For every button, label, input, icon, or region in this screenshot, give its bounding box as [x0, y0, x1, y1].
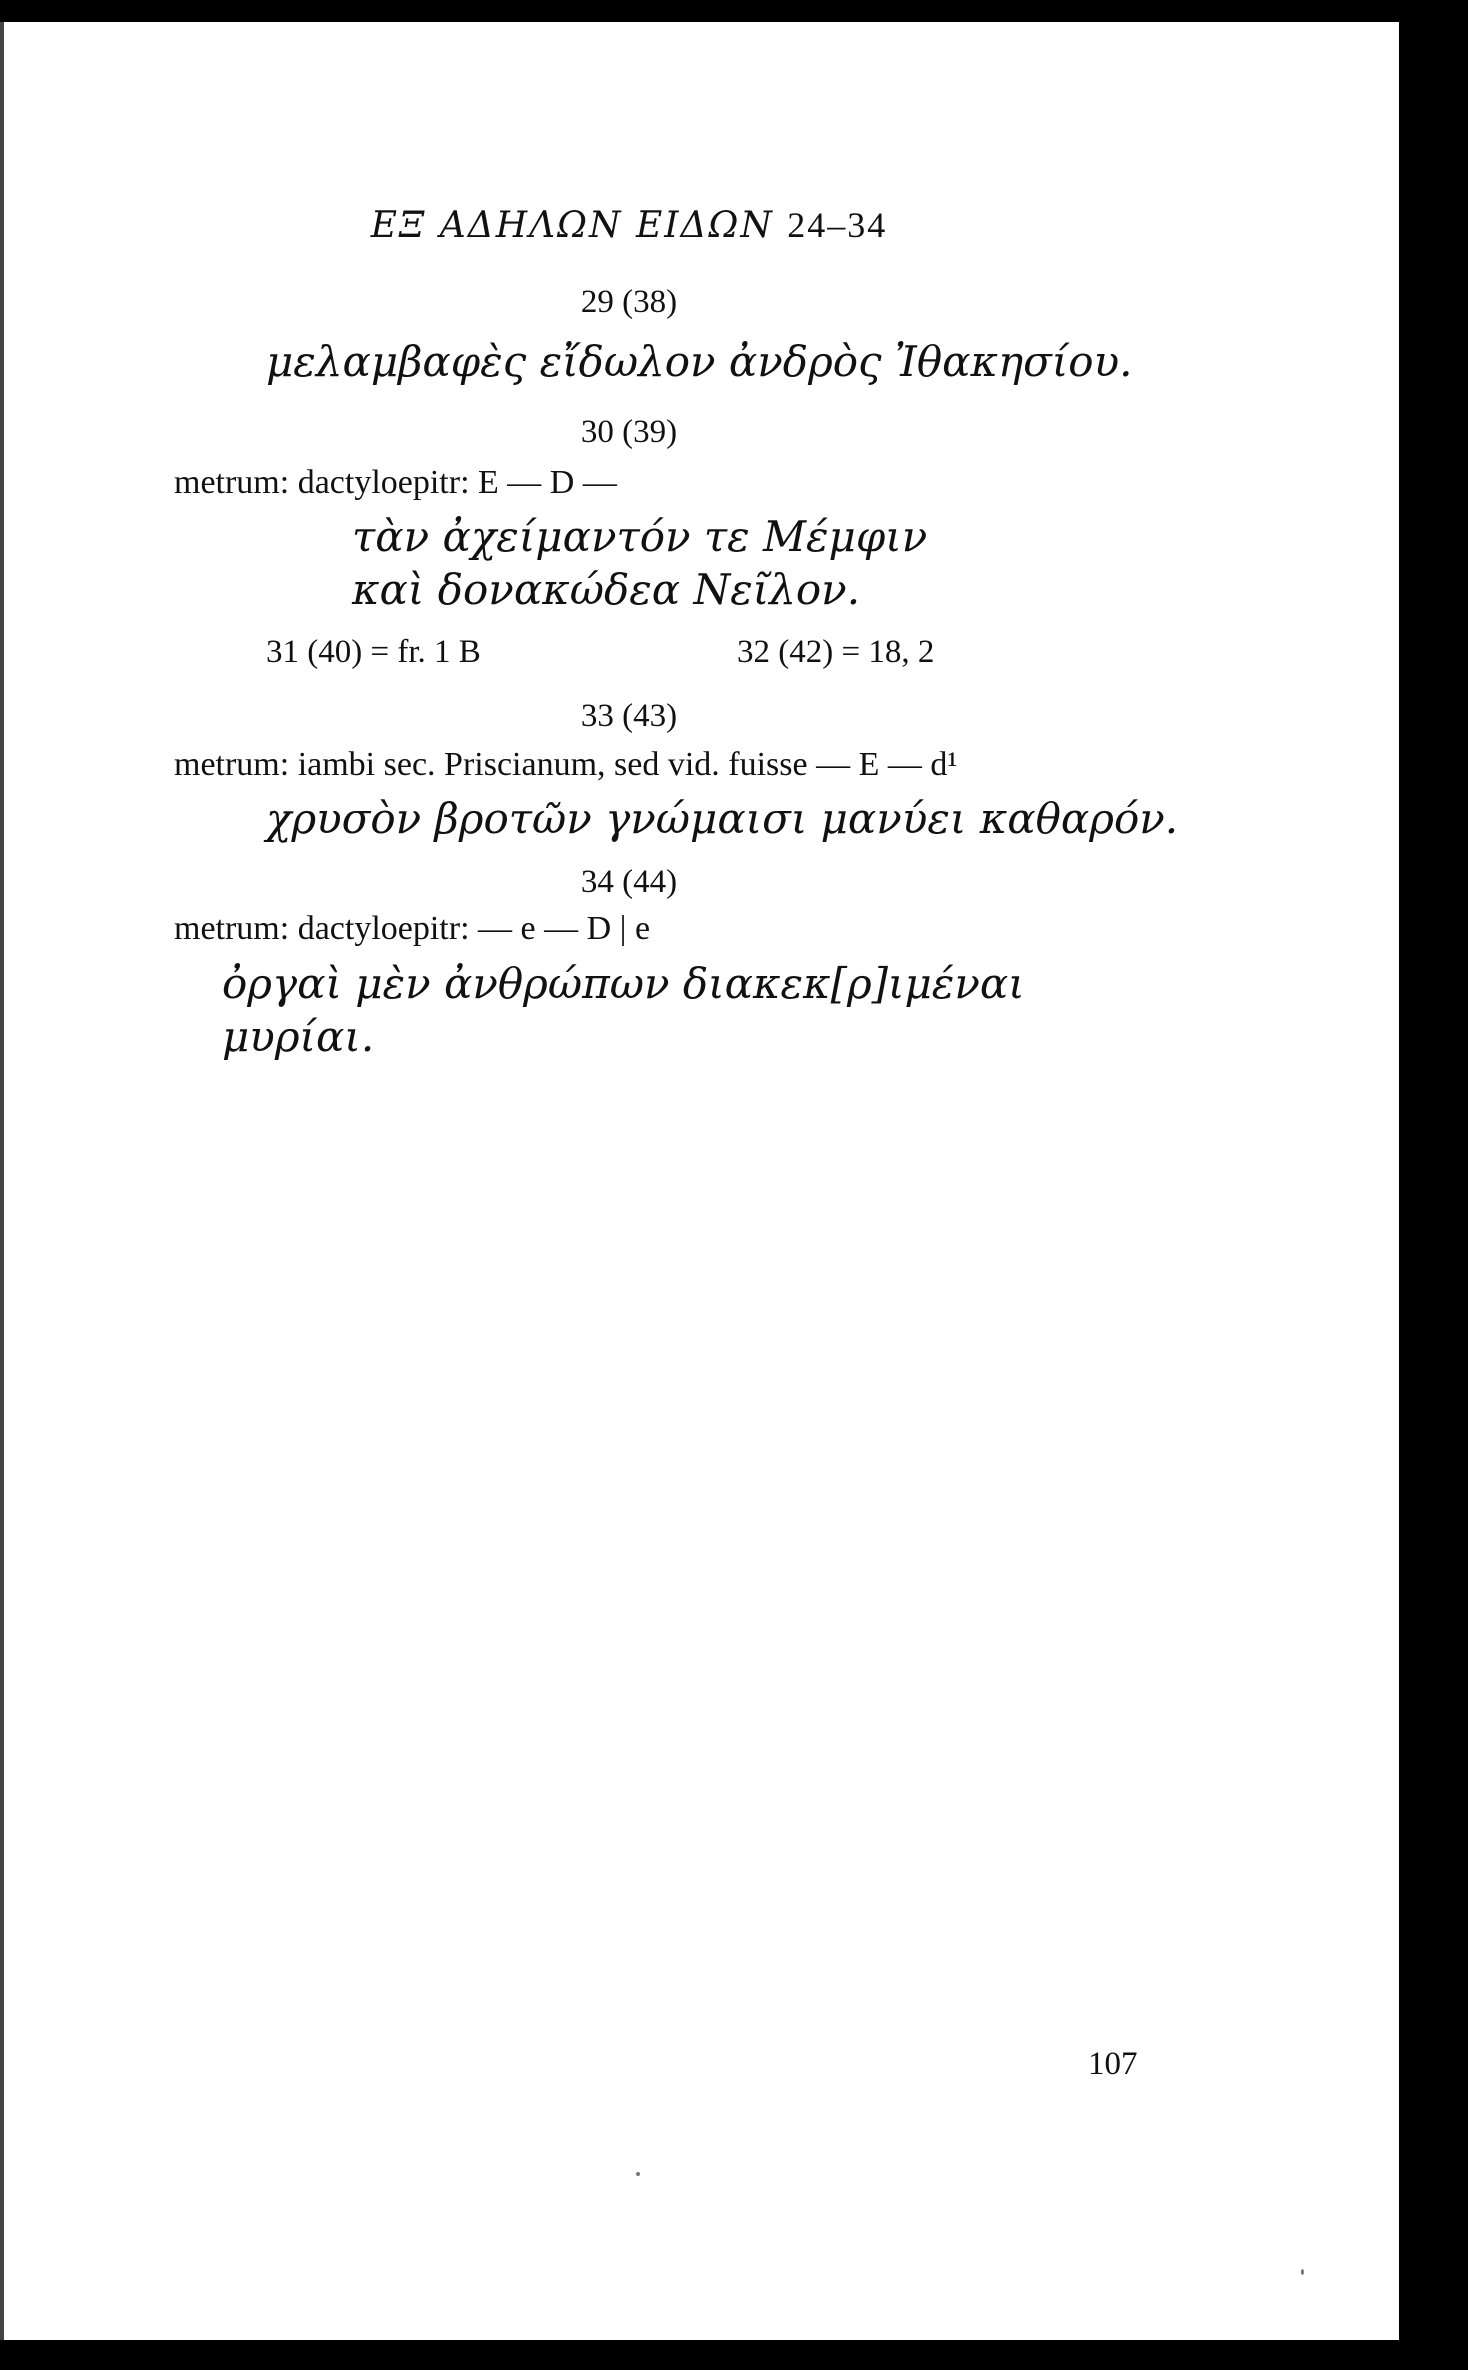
fragment-31-label: 31 (40) = fr. 1 B [266, 634, 481, 670]
page-number: 107 [1088, 2046, 1138, 2082]
running-header [4, 204, 1254, 246]
fragment-32-label: 32 (42) = 18, 2 [737, 634, 935, 670]
fragment-30-line-1: τὰν ἀχείμαντόν τε Μέμφιν [352, 512, 928, 561]
book-page [0, 22, 1399, 2340]
scan-speck [636, 2172, 640, 2176]
fragment-30-label: 30 (39) [580, 414, 678, 450]
header-title: ΕΞ ΑΔΗΛΩΝ ΕΙΔΩΝ [370, 205, 774, 246]
scan-speck [1301, 2269, 1304, 2275]
fragment-34-metrum: metrum: dactyloepitr: — e — D | e [174, 910, 651, 947]
fragment-34-label: 34 (44) [580, 864, 678, 900]
fragment-33-label: 33 (43) [580, 698, 678, 734]
fragment-29-label: 29 (38) [580, 284, 678, 320]
fragment-30-line-2: καὶ δονακώδεα Νεῖλον. [352, 565, 861, 614]
header-range: 24–34 [787, 205, 888, 245]
fragment-33-metrum: metrum: iambi sec. Priscianum, sed vid. fuisse — E — d¹ [174, 746, 958, 783]
fragment-34-line-1: ὀργαὶ μὲν ἀνθρώπων διακεκ[ρ]ιμέναι [222, 959, 1025, 1008]
fragment-29-line-1: μελαμβαφὲς εἴδωλον ἀνδρὸς Ἰθακησίου. [266, 337, 1133, 386]
fragment-33-line-1: χρυσὸν βροτῶν γνώμαισι μανύει καθαρόν. [266, 794, 1179, 843]
fragment-34-line-2: μυρίαι. [222, 1012, 375, 1061]
fragment-30-metrum: metrum: dactyloepitr: E — D — [174, 464, 617, 501]
